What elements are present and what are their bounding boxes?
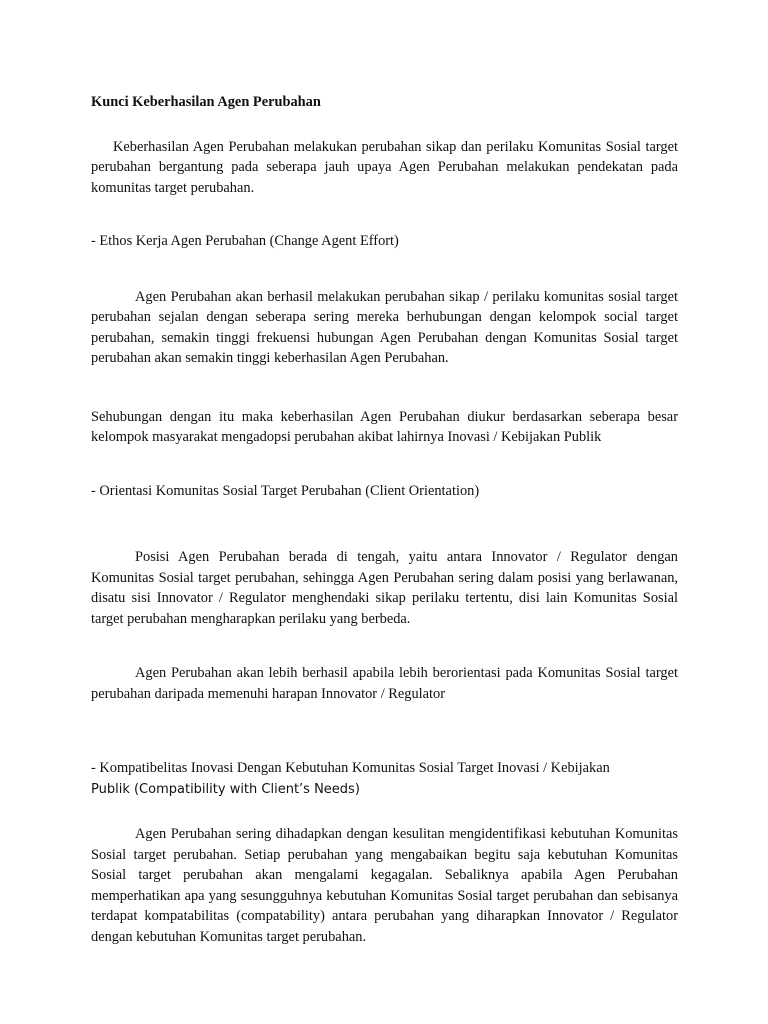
- section-paragraph-followup: Sehubungan dengan itu maka keberhasilan Agen Perubahan diukur berdasarkan seberapa besar kelompok masyarakat mengadopsi perubahan akibat lahirnya Inovasi / Kebijakan Publik: [91, 408, 678, 445]
- intro-paragraph: Keberhasilan Agen Perubahan melakukan perubahan sikap dan perilaku Komunitas Sosial target perubahan bergantung pada seberapa jauh upaya Agen Perubahan melakukan pendekatan pada komunitas target perubahan.: [91, 138, 678, 196]
- section-heading-compatibility-tail: Publik (Compatibility with Client’s Needs): [91, 781, 360, 797]
- section-paragraph-orientation-2: Agen Perubahan akan lebih berhasil apabila lebih berorientasi pada Komunitas Sosial target perubahan daripada memenuhi harapan Innovator / Regulator: [91, 665, 678, 702]
- document-title: Kunci Keberhasilan Agen Perubahan: [91, 94, 321, 110]
- section-paragraph-orientation-1: Posisi Agen Perubahan berada di tengah, yaitu antara Innovator / Regulator dengan Komunitas Sosial target perubahan, sehingga Agen Perubahan sering dalam posisi yang berlawanan, disatu sisi Innovator / Regulator menghendaki sikap perilaku tertentu, disi lain Komunitas Sosial target perubahan mengharapkan perilaku yang berbeda.: [91, 549, 678, 627]
- section-heading-orientation: - Orientasi Komunitas Sosial Target Perubahan (Client Orientation): [91, 482, 480, 499]
- section-heading-compatibility-main: - Kompatibelitas Inovasi Dengan Kebutuhan Komunitas Sosial Target Inovasi / Kebijakan: [91, 760, 610, 776]
- section-paragraph-compatibility: Agen Perubahan sering dihadapkan dengan kesulitan mengidentifikasi kebutuhan Komunitas Sosial target perubahan. Setiap perubahan yang mengabaikan begitu saja kebutuhan Komunitas Sosial target perubahan akan mengalami kegagalan. Sebaliknya apabila Agen Perubahan memperhatikan apa yang sesungguhnya kebutuhan Komunitas Sosial target perubahan dan sebisanya terdapat kompatabilitas (compatability) antara perubahan yang diharapkan Innovator / Regulator dengan kebutuhan Komunitas target perubahan.: [91, 826, 678, 945]
- document-page: [91, 92, 678, 947]
- section-paragraph-ethos: Agen Perubahan akan berhasil melakukan perubahan sikap / perilaku komunitas sosial target perubahan sejalan dengan seberapa sering mereka berhubungan dengan kelompok social target perubahan, semakin tinggi frekuensi hubungan Agen Perubahan dengan Komunitas Sosial target perubahan akan semakin tinggi keberhasilan Agen Perubahan.: [91, 288, 678, 366]
- section-heading-ethos: - Ethos Kerja Agen Perubahan (Change Agent Effort): [91, 233, 399, 249]
- section-heading-compatibility: [91, 758, 678, 800]
